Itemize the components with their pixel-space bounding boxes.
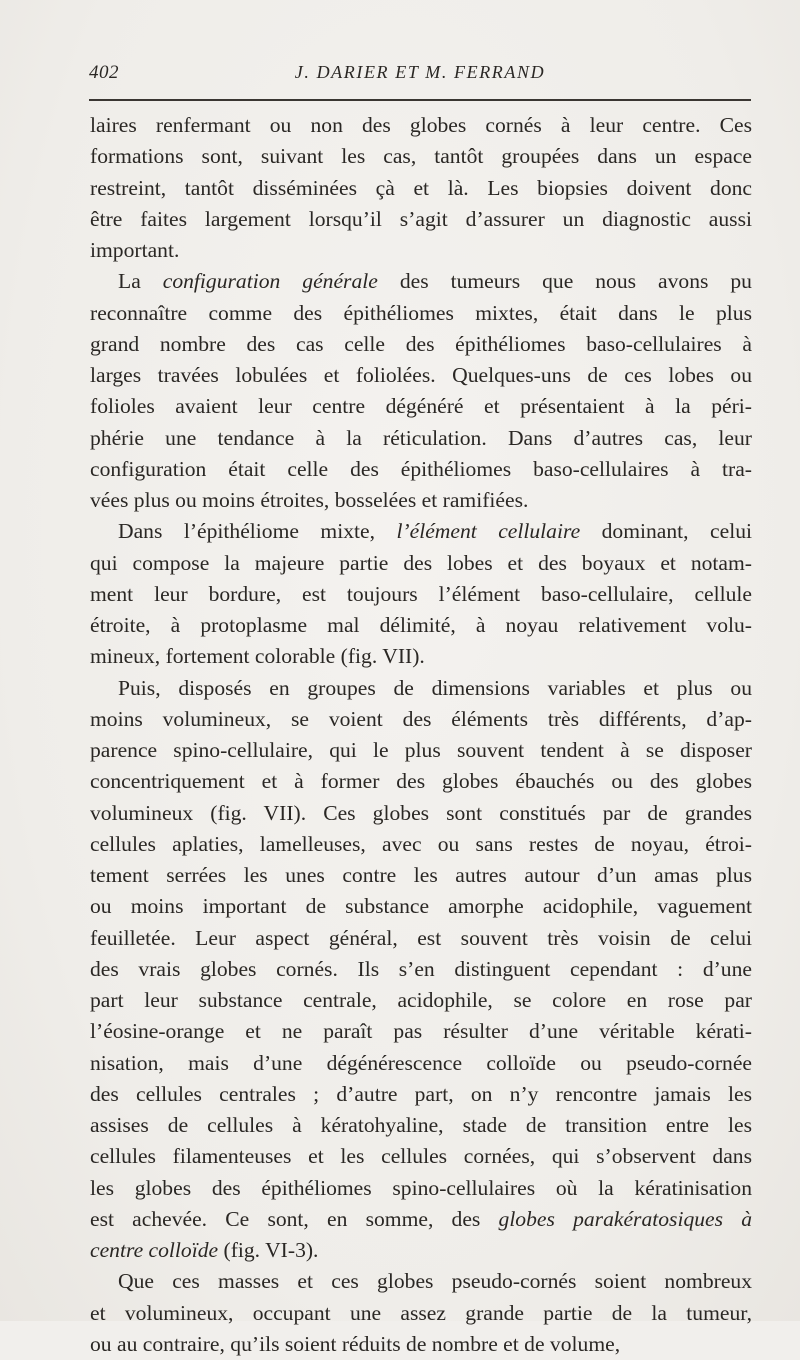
- text-segment: parence spino-cellulaire, qui le plus souvent tendent à se disposer: [90, 738, 752, 762]
- text-line: [90, 1079, 752, 1110]
- text-line: [90, 704, 752, 735]
- text-segment: être faites largement lorsqu’il s’agit d’assurer un diagnostic aussi: [90, 206, 752, 231]
- text-segment: laires renfermant ou non des globes cornés à leur centre. Ces: [90, 113, 752, 137]
- text-line: [90, 610, 752, 641]
- text-line: [90, 423, 752, 454]
- running-head: J. DARIER ET M. FERRAND: [294, 62, 546, 82]
- text-line: [90, 548, 752, 579]
- text-segment: restreint, tantôt disséminées çà et là. Les biopsies doivent donc: [90, 175, 752, 200]
- text-segment: concentriquement et à former des globes ébauchés ou des globes: [90, 769, 752, 794]
- text-line: [90, 516, 752, 547]
- text-segment: est achevée. Ce sont, en somme, des: [90, 1206, 499, 1231]
- text-segment: des cellules centrales ; d’autre part, on n’y rencontre jamais les: [90, 1081, 752, 1106]
- text-segment: important.: [90, 238, 180, 262]
- text-line: [90, 766, 752, 797]
- text-line: [90, 141, 752, 172]
- text-line: [90, 1329, 752, 1360]
- text-segment: moins volumineux, se voient des éléments très différents, d’ap-: [90, 706, 752, 731]
- text-line: [90, 1204, 752, 1235]
- text-segment: étroite, à protoplasme mal délimité, à noyau relativement volu-: [90, 613, 752, 637]
- text-segment: cellules filamenteuses et les cellules cornées, qui s’observent dans: [90, 1144, 752, 1169]
- text-line: [90, 891, 752, 922]
- text-segment: vées plus ou moins étroites, bosselées et ramifiées.: [90, 488, 529, 512]
- text-line: [90, 954, 752, 985]
- page-number: 402: [89, 62, 119, 83]
- text-segment: ou moins important de substance amorphe acidophile, vaguement: [90, 894, 752, 919]
- text-segment: reconnaître comme des épithéliomes mixtes, était dans le plus: [90, 300, 752, 325]
- text-line: [90, 641, 752, 672]
- text-line: [90, 579, 752, 610]
- text-segment: feuilletée. Leur aspect général, est souvent très voisin de celui: [90, 925, 752, 950]
- italic-text: configuration générale: [162, 269, 378, 294]
- text-line: [90, 1173, 752, 1204]
- text-line: [90, 985, 752, 1016]
- text-segment: ou au contraire, qu’ils soient réduits de nombre et de volume,: [90, 1331, 621, 1356]
- text-segment: La: [118, 269, 163, 294]
- text-segment: Puis, disposés en groupes de dimensions variables et plus ou: [118, 675, 752, 700]
- text-line: [90, 204, 752, 235]
- italic-text: l’élément cellulaire: [396, 519, 581, 544]
- text-line: [90, 923, 752, 954]
- page-header: [89, 62, 751, 90]
- text-segment: les globes des épithéliomes spino-cellulaires où la kératinisation: [90, 1175, 752, 1200]
- text-line: [90, 485, 752, 516]
- text-segment: formations sont, suivant les cas, tantôt groupées dans un espace: [90, 144, 752, 169]
- text-line: [90, 454, 752, 485]
- text-line: [90, 860, 752, 891]
- text-segment: et volumineux, occupant une assez grande partie de la tumeur,: [90, 1300, 752, 1325]
- text-line: [90, 391, 752, 422]
- text-segment: nisation, mais d’une dégénérescence colloïde ou pseudo-cornée: [90, 1050, 752, 1075]
- text-segment: larges travées lobulées et foliolées. Quelques-uns de ces lobes ou: [90, 363, 752, 387]
- text-line: [90, 735, 752, 766]
- text-segment: configuration était celle des épithéliomes baso-cellulaires à tra-: [90, 456, 752, 481]
- italic-text: centre colloïde: [90, 1238, 219, 1262]
- text-line: [90, 829, 752, 860]
- text-line: [90, 110, 752, 141]
- text-segment: l’éosine-orange et ne paraît pas résulter d’une véritable kérati-: [90, 1019, 752, 1044]
- text-segment: tement serrées les unes contre les autres autour d’un amas plus: [90, 863, 752, 887]
- text-segment: Dans l’épithéliome mixte,: [118, 519, 397, 544]
- text-segment: folioles avaient leur centre dégénéré et présentaient à la péri-: [90, 394, 752, 419]
- text-segment: dominant, celui: [580, 519, 752, 544]
- text-segment: volumineux (fig. VII). Ces globes sont constitués par de grandes: [90, 800, 752, 825]
- text-segment: assises de cellules à kératohyaline, stade de transition entre les: [90, 1113, 752, 1137]
- text-line: [90, 1266, 752, 1297]
- text-line: [90, 673, 752, 704]
- text-line: [90, 266, 752, 297]
- text-line: [90, 1141, 752, 1172]
- text-segment: des vrais globes cornés. Ils s’en distinguent cependant : d’une: [90, 956, 752, 981]
- text-segment: phérie une tendance à la réticulation. Dans d’autres cas, leur: [90, 425, 752, 450]
- text-line: [90, 298, 752, 329]
- text-segment: (fig. VI-3).: [218, 1238, 319, 1262]
- text-segment: qui compose la majeure partie des lobes et des boyaux et notam-: [90, 550, 752, 575]
- text-line: [90, 1016, 752, 1047]
- text-segment: Que ces masses et ces globes pseudo-cornés soient nombreux: [118, 1269, 752, 1294]
- body-text: [90, 110, 752, 1360]
- text-segment: part leur substance centrale, acidophile, se colore en rose par: [90, 988, 752, 1012]
- text-line: [90, 798, 752, 829]
- text-line: [90, 235, 752, 266]
- text-segment: ment leur bordure, est toujours l’élément baso-cellulaire, cellule: [90, 581, 752, 606]
- text-line: [90, 1235, 752, 1266]
- text-line: [90, 1048, 752, 1079]
- text-line: [90, 1298, 752, 1329]
- text-segment: grand nombre des cas celle des épithéliomes baso-cellulaires à: [90, 331, 752, 356]
- text-segment: cellules aplaties, lamelleuses, avec ou sans restes de noyau, étroi-: [90, 831, 752, 856]
- text-line: [90, 173, 752, 204]
- text-line: [90, 1110, 752, 1141]
- header-rule: [89, 99, 751, 101]
- text-line: [90, 360, 752, 391]
- italic-text: globes parakératosiques à: [498, 1206, 753, 1231]
- text-segment: mineux, fortement colorable (fig. VII).: [90, 644, 425, 669]
- text-line: [90, 329, 752, 360]
- text-segment: des tumeurs que nous avons pu: [377, 269, 752, 294]
